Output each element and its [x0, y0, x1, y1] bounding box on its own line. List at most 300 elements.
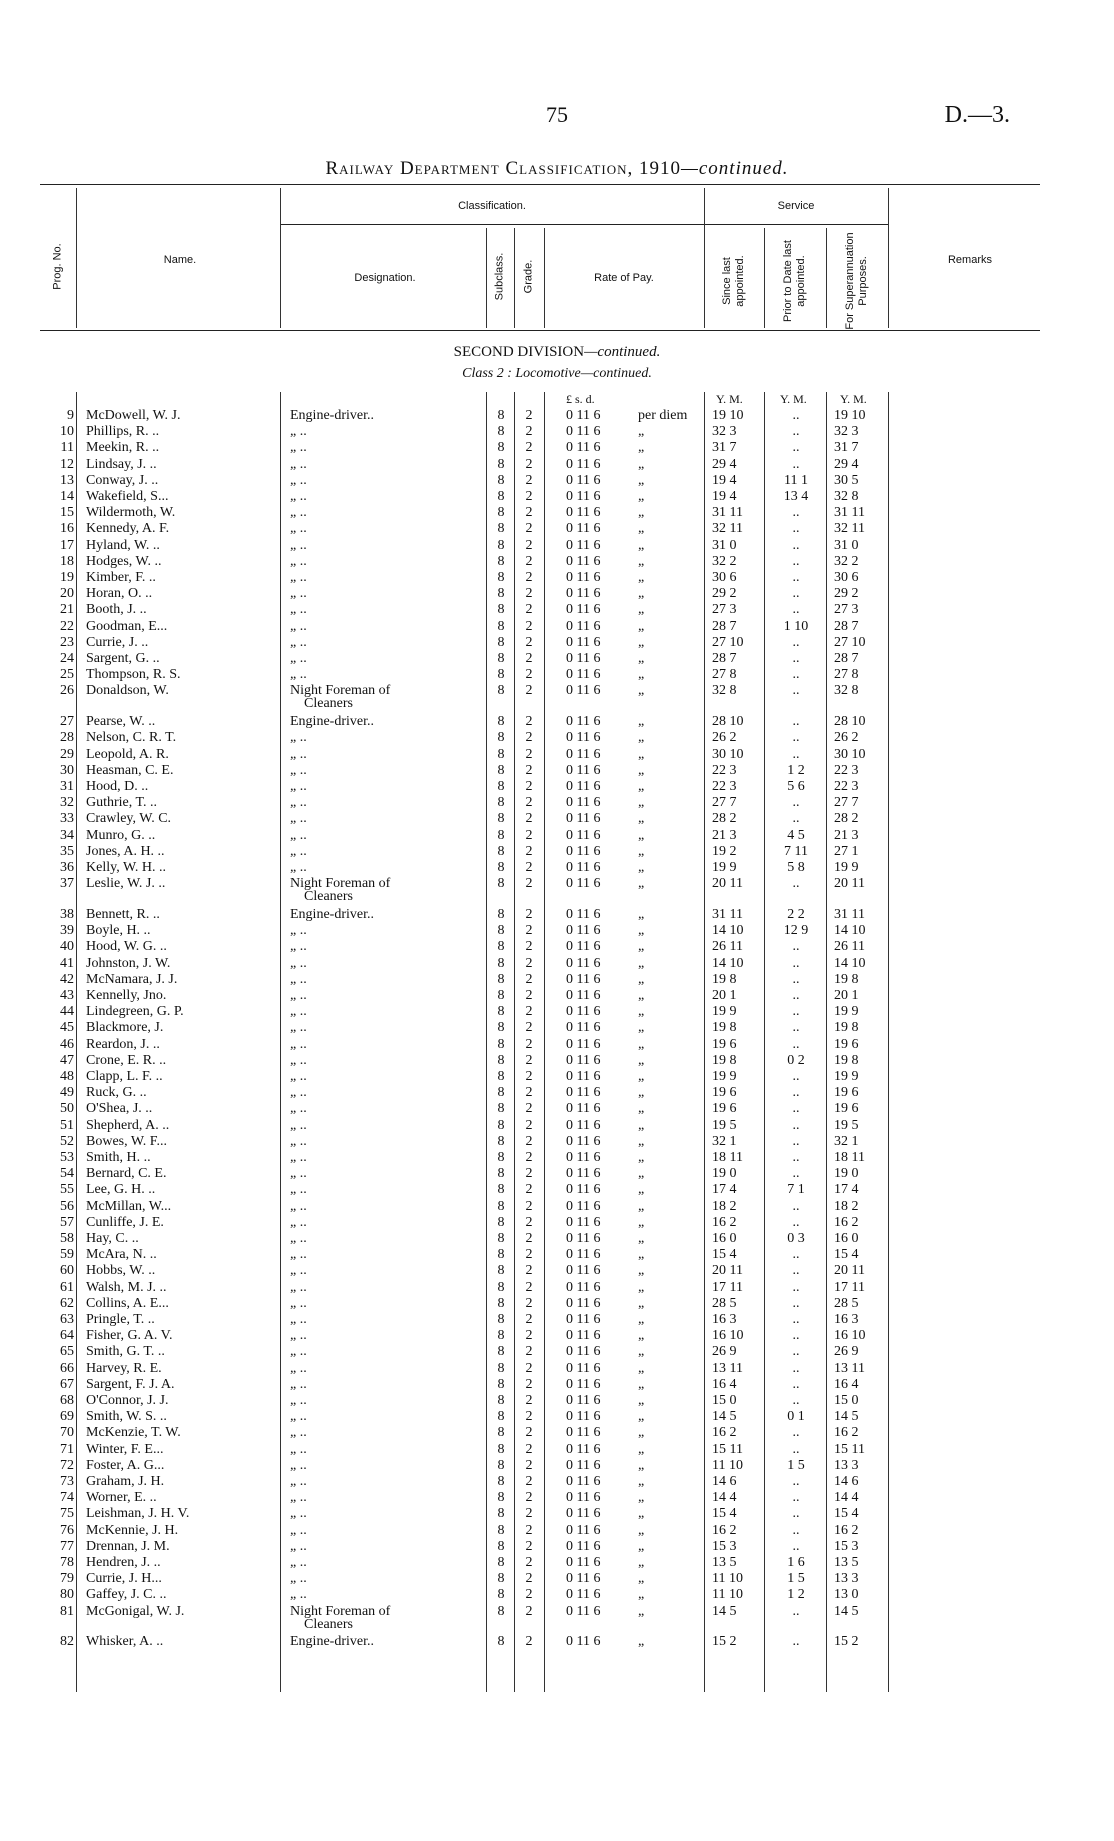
table-row: [0, 683, 1114, 699]
row-grade: 2: [525, 1247, 533, 1263]
row-since-last: 19 10: [712, 408, 744, 423]
row-rate: 0 11 6: [566, 987, 601, 1003]
row-rate: 0 11 6: [566, 906, 601, 922]
row-since-last: 22 3: [712, 778, 737, 794]
row-grade: 2: [525, 1392, 533, 1408]
row-rate: 0 11 6: [566, 939, 601, 955]
row-subclass: 8: [497, 1603, 505, 1619]
row-designation: „ ..: [290, 1409, 307, 1425]
row-unit: „: [638, 843, 645, 859]
row-rate: 0 11 6: [566, 1328, 601, 1344]
row-prior: ..: [792, 1538, 800, 1554]
row-prior: ..: [792, 1295, 800, 1311]
row-designation: „ ..: [290, 811, 307, 827]
row-unit: „: [638, 1392, 645, 1408]
row-since-last: 28 5: [712, 1295, 737, 1311]
row-prior: ..: [792, 1166, 800, 1182]
row-super: 19 10: [834, 408, 866, 423]
table-row: [0, 1425, 1114, 1441]
row-grade: 2: [525, 408, 533, 423]
table-row: [0, 457, 1114, 473]
row-subclass: 8: [497, 1522, 505, 1538]
row-name: Kennedy, A. F.: [86, 521, 170, 537]
row-prior: ..: [792, 1020, 800, 1036]
row-designation: „ ..: [290, 1587, 307, 1603]
row-designation: „ ..: [290, 1263, 307, 1279]
row-designation: „ ..: [290, 1279, 307, 1295]
row-rate: 0 11 6: [566, 537, 601, 553]
row-name: McDowell, W. J.: [86, 408, 181, 423]
row-grade: 2: [525, 1522, 533, 1538]
row-designation-continued: Cleaners: [304, 696, 353, 712]
row-grade: 2: [525, 955, 533, 971]
row-prog-no: 74: [60, 1490, 74, 1506]
row-grade: 2: [525, 1490, 533, 1506]
row-grade: 2: [525, 746, 533, 762]
row-unit: „: [638, 456, 645, 472]
row-designation: Night Foreman of: [290, 876, 391, 892]
row-prior: ..: [792, 1036, 800, 1052]
row-subclass: 8: [497, 424, 505, 440]
row-super: 26 11: [834, 939, 865, 955]
row-rate: 0 11 6: [566, 1376, 601, 1392]
row-since-last: 13 11: [712, 1360, 743, 1376]
row-prog-no: 41: [60, 955, 74, 971]
row-rate: 0 11 6: [566, 683, 601, 699]
row-subclass: 8: [497, 651, 505, 666]
row-designation: „ ..: [290, 521, 307, 537]
row-super: 26 9: [834, 1344, 859, 1360]
row-super: 27 10: [834, 634, 866, 650]
row-since-last: 29 4: [712, 456, 737, 472]
row-designation: „ ..: [290, 1085, 307, 1101]
row-unit: „: [638, 570, 645, 585]
row-subclass: 8: [497, 472, 505, 488]
row-subclass: 8: [497, 440, 505, 456]
row-unit: „: [638, 1182, 645, 1198]
row-subclass: 8: [497, 1117, 505, 1133]
row-super: 28 2: [834, 811, 859, 827]
row-grade: 2: [525, 1295, 533, 1311]
header-designation: Designation.: [354, 272, 416, 284]
row-since-last: 31 11: [712, 505, 743, 521]
row-subclass: 8: [497, 811, 505, 827]
row-prog-no: 46: [60, 1036, 74, 1052]
row-prog-no: 68: [60, 1392, 74, 1408]
row-prog-no: 60: [60, 1263, 74, 1279]
table-row: [0, 939, 1114, 955]
table-row: [0, 972, 1114, 988]
row-since-last: 14 6: [712, 1473, 737, 1489]
row-super: 13 5: [834, 1554, 859, 1570]
row-unit: „: [638, 521, 645, 537]
row-super: 27 7: [834, 795, 859, 811]
row-since-last: 15 11: [712, 1441, 743, 1457]
row-super: 15 3: [834, 1538, 859, 1554]
row-subclass: 8: [497, 1295, 505, 1311]
row-super: 32 2: [834, 553, 859, 569]
row-prog-no: 62: [60, 1295, 74, 1311]
table-row: [0, 1004, 1114, 1020]
row-super: 19 9: [834, 1004, 859, 1020]
table-row: [0, 586, 1114, 602]
table-row: [0, 521, 1114, 537]
row-unit: „: [638, 1230, 645, 1246]
row-subclass: 8: [497, 489, 505, 504]
row-designation-continued: Cleaners: [304, 889, 353, 905]
row-designation: „ ..: [290, 1198, 307, 1214]
row-name: Harvey, R. E.: [86, 1360, 162, 1376]
row-prog-no: 21: [60, 602, 74, 618]
row-name: Munro, G. ..: [86, 827, 156, 843]
table-row: [0, 956, 1114, 972]
row-subclass: 8: [497, 1441, 505, 1457]
row-unit: „: [638, 683, 645, 699]
row-since-last: 16 2: [712, 1522, 737, 1538]
row-subclass: 8: [497, 537, 505, 553]
row-since-last: 19 5: [712, 1117, 737, 1133]
row-unit: „: [638, 440, 645, 456]
row-unit: „: [638, 1587, 645, 1603]
row-prior: ..: [792, 651, 800, 666]
row-unit: „: [638, 714, 645, 730]
row-designation: „ ..: [290, 1133, 307, 1149]
row-grade: 2: [525, 906, 533, 922]
table-row: [0, 1361, 1114, 1377]
table-row: [0, 1634, 1114, 1650]
row-rate: 0 11 6: [566, 811, 601, 827]
row-designation: Night Foreman of: [290, 1603, 391, 1619]
row-name: Reardon, J. ..: [86, 1036, 160, 1052]
row-since-last: 19 4: [712, 472, 737, 488]
row-designation: „ ..: [290, 939, 307, 955]
header-prog-no: Prog. No.: [51, 243, 64, 290]
unit-super: Y. M.: [840, 392, 867, 406]
row-since-last: 32 8: [712, 683, 737, 699]
row-designation: „ ..: [290, 923, 307, 939]
row-prior: ..: [792, 1263, 800, 1279]
row-subclass: 8: [497, 1198, 505, 1214]
row-rate: 0 11 6: [566, 1360, 601, 1376]
row-prog-no: 14: [60, 489, 74, 504]
row-prog-no: 65: [60, 1344, 74, 1360]
row-unit: „: [638, 1441, 645, 1457]
header-divider: [888, 188, 889, 328]
row-unit: „: [638, 1166, 645, 1182]
row-designation: „ ..: [290, 651, 307, 666]
row-since-last: 18 2: [712, 1198, 737, 1214]
table-row: [0, 1118, 1114, 1134]
row-super: 32 11: [834, 521, 865, 537]
row-name: Winter, F. E...: [86, 1441, 164, 1457]
row-subclass: 8: [497, 859, 505, 875]
row-subclass: 8: [497, 1425, 505, 1441]
row-rate: 0 11 6: [566, 667, 601, 683]
row-rate: 0 11 6: [566, 1020, 601, 1036]
row-name: Kelly, W. H. ..: [86, 859, 166, 875]
row-since-last: 19 8: [712, 1020, 737, 1036]
row-grade: 2: [525, 1036, 533, 1052]
row-since-last: 19 9: [712, 859, 737, 875]
table-row: [0, 473, 1114, 489]
row-prog-no: 82: [60, 1634, 74, 1650]
table-row: [0, 1458, 1114, 1474]
row-prior: ..: [792, 1634, 800, 1650]
table-row: [0, 1053, 1114, 1069]
row-designation: „ ..: [290, 1490, 307, 1506]
row-unit: „: [638, 1311, 645, 1327]
row-unit: „: [638, 1085, 645, 1101]
row-subclass: 8: [497, 521, 505, 537]
row-grade: 2: [525, 424, 533, 440]
row-rate: 0 11 6: [566, 1522, 601, 1538]
row-prior: 5 6: [787, 778, 805, 794]
row-grade: 2: [525, 1182, 533, 1198]
row-subclass: 8: [497, 1344, 505, 1360]
row-subclass: 8: [497, 1360, 505, 1376]
row-designation: „ ..: [290, 971, 307, 987]
header-top-rule: [40, 184, 1040, 185]
row-rate: 0 11 6: [566, 1101, 601, 1117]
row-designation: „ ..: [290, 1052, 307, 1068]
row-name: Pringle, T. ..: [86, 1311, 155, 1327]
row-name: Smith, W. S. ..: [86, 1409, 167, 1425]
table-row: [0, 1020, 1114, 1036]
row-super: 30 5: [834, 472, 859, 488]
row-unit: „: [638, 553, 645, 569]
row-grade: 2: [525, 1068, 533, 1084]
table-row: [0, 1166, 1114, 1182]
table-row: [0, 1571, 1114, 1587]
header-divider: [544, 228, 545, 328]
row-prior: ..: [792, 1133, 800, 1149]
row-name: Bennett, R. ..: [86, 906, 160, 922]
row-subclass: 8: [497, 1036, 505, 1052]
row-prior: ..: [792, 730, 800, 746]
row-prior: ..: [792, 746, 800, 762]
row-since-last: 32 1: [712, 1133, 737, 1149]
row-name: Clapp, L. F. ..: [86, 1068, 163, 1084]
table-row: [0, 1101, 1114, 1117]
row-subclass: 8: [497, 1554, 505, 1570]
row-subclass: 8: [497, 906, 505, 922]
row-super: 28 7: [834, 618, 859, 634]
row-unit: „: [638, 489, 645, 504]
row-name: Ruck, G. ..: [86, 1085, 147, 1101]
row-designation: „ ..: [290, 1392, 307, 1408]
row-unit: per diem: [638, 408, 688, 423]
row-super: 17 11: [834, 1279, 865, 1295]
row-since-last: 26 2: [712, 730, 737, 746]
row-unit: „: [638, 667, 645, 683]
row-name: Worner, E. ..: [86, 1490, 157, 1506]
row-prior: ..: [792, 1279, 800, 1295]
row-prog-no: 47: [60, 1052, 74, 1068]
row-super: 19 6: [834, 1036, 859, 1052]
row-name: McAra, N. ..: [86, 1247, 157, 1263]
row-prog-no: 61: [60, 1279, 74, 1295]
row-super: 30 10: [834, 746, 866, 762]
row-prior: 4 5: [787, 827, 805, 843]
row-super: 19 0: [834, 1166, 859, 1182]
row-designation: „ ..: [290, 667, 307, 683]
row-prog-no: 76: [60, 1522, 74, 1538]
row-grade: 2: [525, 1409, 533, 1425]
row-prior: ..: [792, 1198, 800, 1214]
row-rate: 0 11 6: [566, 1068, 601, 1084]
row-unit: „: [638, 762, 645, 778]
row-rate: 0 11 6: [566, 1166, 601, 1182]
table-row: [0, 1328, 1114, 1344]
row-unit: „: [638, 1247, 645, 1263]
row-super: 14 6: [834, 1473, 859, 1489]
row-subclass: 8: [497, 923, 505, 939]
row-prog-no: 72: [60, 1457, 74, 1473]
row-designation: „ ..: [290, 1101, 307, 1117]
row-subclass: 8: [497, 1571, 505, 1587]
row-unit: „: [638, 651, 645, 666]
row-designation: „ ..: [290, 472, 307, 488]
row-subclass: 8: [497, 618, 505, 634]
row-name: Gaffey, J. C. ..: [86, 1587, 167, 1603]
row-super: 14 5: [834, 1409, 859, 1425]
row-prior: ..: [792, 683, 800, 699]
row-super: 19 9: [834, 859, 859, 875]
row-subclass: 8: [497, 843, 505, 859]
row-subclass: 8: [497, 1068, 505, 1084]
row-subclass: 8: [497, 1392, 505, 1408]
document-code: D.—3.: [944, 102, 1010, 128]
row-subclass: 8: [497, 795, 505, 811]
row-unit: „: [638, 987, 645, 1003]
row-since-last: 19 9: [712, 1068, 737, 1084]
row-subclass: 8: [497, 827, 505, 843]
row-prog-no: 29: [60, 746, 74, 762]
row-rate: 0 11 6: [566, 602, 601, 618]
row-prog-no: 51: [60, 1117, 74, 1133]
table-row: [0, 714, 1114, 730]
row-designation: „ ..: [290, 778, 307, 794]
row-grade: 2: [525, 795, 533, 811]
row-prog-no: 25: [60, 667, 74, 683]
row-unit: „: [638, 971, 645, 987]
row-subclass: 8: [497, 955, 505, 971]
row-since-last: 19 6: [712, 1085, 737, 1101]
table-row: [0, 1523, 1114, 1539]
row-subclass: 8: [497, 1214, 505, 1230]
row-grade: 2: [525, 1117, 533, 1133]
row-super: 19 8: [834, 971, 859, 987]
row-rate: 0 11 6: [566, 714, 601, 730]
row-unit: „: [638, 876, 645, 892]
row-rate: 0 11 6: [566, 730, 601, 746]
row-designation: „ ..: [290, 424, 307, 440]
row-rate: 0 11 6: [566, 795, 601, 811]
row-designation: „ ..: [290, 1328, 307, 1344]
row-rate: 0 11 6: [566, 505, 601, 521]
row-designation: „ ..: [290, 795, 307, 811]
row-subclass: 8: [497, 1473, 505, 1489]
row-super: 26 2: [834, 730, 859, 746]
row-rate: 0 11 6: [566, 586, 601, 602]
row-since-last: 19 6: [712, 1036, 737, 1052]
table-row: [0, 811, 1114, 827]
row-unit: „: [638, 1360, 645, 1376]
row-designation: „ ..: [290, 1230, 307, 1246]
table-row: [0, 1555, 1114, 1571]
row-subclass: 8: [497, 939, 505, 955]
row-grade: 2: [525, 1052, 533, 1068]
row-name: Sargent, F. J. A.: [86, 1376, 175, 1392]
row-super: 27 8: [834, 667, 859, 683]
row-designation: Engine-driver..: [290, 408, 374, 423]
row-since-last: 26 9: [712, 1344, 737, 1360]
row-unit: „: [638, 424, 645, 440]
header-service: Service: [777, 200, 815, 212]
row-name: Conway, J. ..: [86, 472, 159, 488]
row-name: Cunliffe, J. E.: [86, 1214, 164, 1230]
row-name: Donaldson, W.: [86, 683, 169, 699]
row-designation: „ ..: [290, 537, 307, 553]
row-subclass: 8: [497, 570, 505, 585]
row-grade: 2: [525, 827, 533, 843]
row-super: 15 0: [834, 1392, 859, 1408]
row-name: Currie, J. ..: [86, 634, 149, 650]
row-rate: 0 11 6: [566, 778, 601, 794]
row-rate: 0 11 6: [566, 1457, 601, 1473]
header-rate: Rate of Pay.: [594, 272, 654, 284]
row-subclass: 8: [497, 683, 505, 699]
row-unit: „: [638, 1409, 645, 1425]
row-subclass: 8: [497, 408, 505, 423]
row-prior: ..: [792, 1490, 800, 1506]
row-designation: „ ..: [290, 602, 307, 618]
row-grade: 2: [525, 1603, 533, 1619]
row-rate: 0 11 6: [566, 456, 601, 472]
row-prog-no: 56: [60, 1198, 74, 1214]
row-rate: 0 11 6: [566, 746, 601, 762]
row-super: 19 8: [834, 1020, 859, 1036]
row-unit: „: [638, 1571, 645, 1587]
row-name: Phillips, R. ..: [86, 424, 160, 440]
row-prog-no: 13: [60, 472, 74, 488]
row-prior: 13 4: [783, 489, 809, 504]
row-designation: „ ..: [290, 618, 307, 634]
row-prior: ..: [792, 1603, 800, 1619]
row-name: Lindegreen, G. P.: [86, 1004, 184, 1020]
row-since-last: 11 10: [712, 1587, 743, 1603]
row-name: Sargent, G. ..: [86, 651, 160, 666]
row-prior: 12 9: [783, 923, 809, 939]
row-designation: „ ..: [290, 1020, 307, 1036]
row-name: Johnston, J. W.: [86, 955, 171, 971]
table-row: [0, 907, 1114, 923]
row-grade: 2: [525, 456, 533, 472]
header-grade: Grade.: [522, 259, 535, 294]
row-prog-no: 77: [60, 1538, 74, 1554]
row-subclass: 8: [497, 1247, 505, 1263]
row-since-last: 17 4: [712, 1182, 737, 1198]
row-super: 21 3: [834, 827, 859, 843]
row-prog-no: 37: [60, 876, 74, 892]
row-grade: 2: [525, 537, 533, 553]
table-row: [0, 635, 1114, 651]
row-prog-no: 15: [60, 505, 74, 521]
row-prior: ..: [792, 987, 800, 1003]
row-prog-no: 53: [60, 1149, 74, 1165]
row-super: 20 1: [834, 987, 859, 1003]
row-since-last: 21 3: [712, 827, 737, 843]
